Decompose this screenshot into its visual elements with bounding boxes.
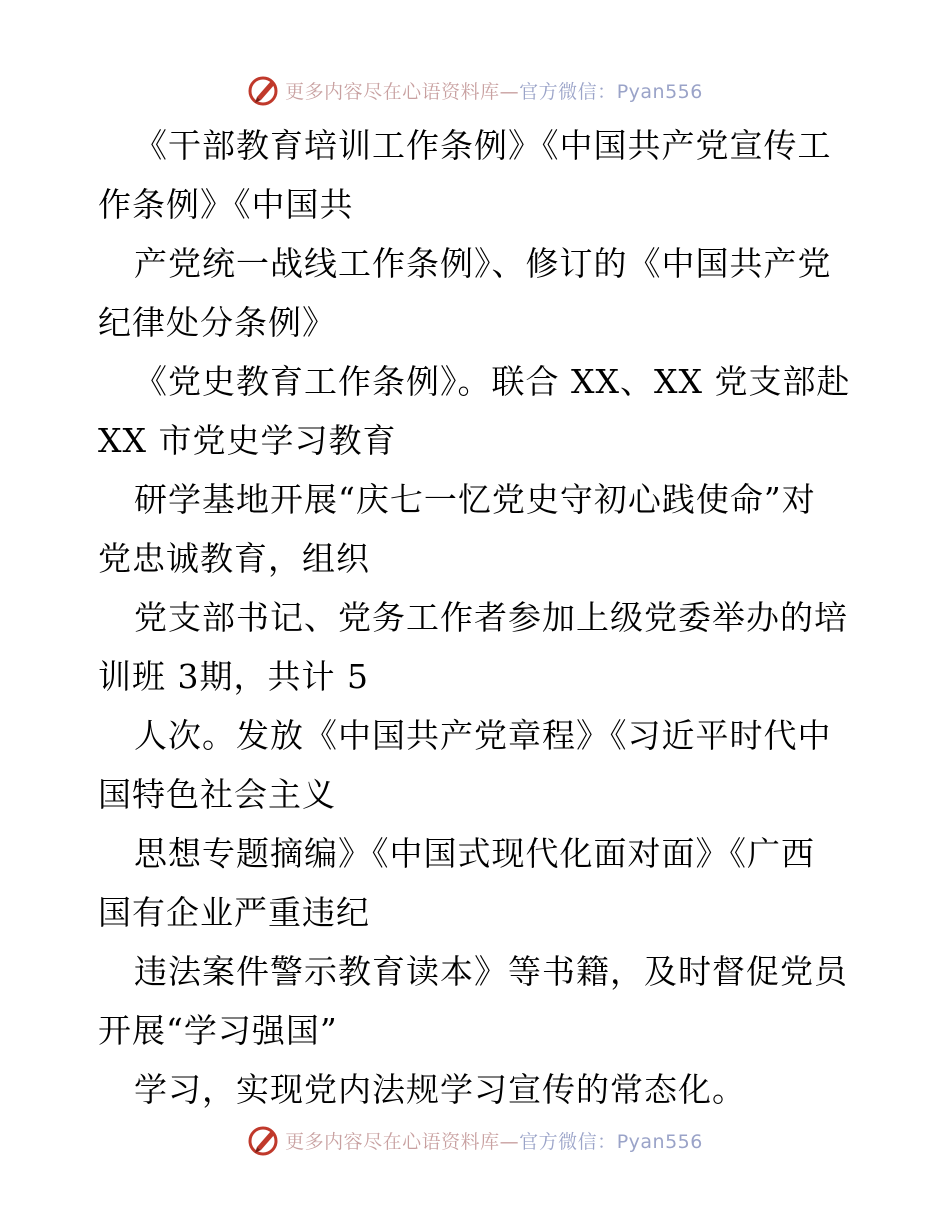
pen-logo-icon [247, 73, 281, 107]
text-line: 人次。发放《中国共产党章程》《习近平时代中 [134, 716, 832, 755]
text-line: 《党史教育工作条例》。联合 XX、XX 党支部赴 [134, 362, 851, 401]
banner-separator: — [499, 80, 520, 103]
text-line: XX 市党史学习教育 [98, 421, 397, 460]
banner-main: 更多内容尽在心语资料库 [285, 1130, 500, 1153]
text-line: 《干部教育培训工作条例》《中国共产党宣传工 [134, 126, 832, 165]
banner-text [285, 1127, 703, 1154]
banner-main: 更多内容尽在心语资料库 [285, 80, 500, 103]
text-line: 纪律处分条例》 [98, 303, 336, 342]
text-line: 国特色社会主义 [98, 775, 336, 814]
footer-banner [0, 1122, 950, 1158]
banner-wechat-label: 官方微信： [519, 80, 617, 103]
document-body [98, 116, 858, 1119]
text-line: 党支部书记、党务工作者参加上级党委举办的培 [134, 598, 848, 637]
text-line: 训班 3期，共计 5 [98, 657, 369, 696]
text-line: 作条例》《中国共 [98, 185, 354, 224]
text-line: 思想专题摘编》《中国式现代化面对面》《广西 [134, 834, 815, 873]
text-line: 违法案件警示教育读本》等书籍，及时督促党员 [134, 952, 848, 991]
text-line: 学习，实现党内法规学习宣传的常态化。 [134, 1070, 746, 1109]
banner-wechat-label: 官方微信： [519, 1130, 617, 1153]
text-line: 研学基地开展“庆七一忆党史守初心践使命”对 [134, 480, 816, 519]
pen-logo-icon [247, 1123, 281, 1157]
banner-text [285, 77, 703, 104]
text-line: 开展“学习强国” [98, 1011, 338, 1050]
text-line: 党忠诚教育，组织 [98, 539, 370, 578]
banner-separator: — [499, 1130, 520, 1153]
header-banner [0, 72, 950, 108]
banner-wechat-id: Pyan556 [616, 80, 703, 103]
banner-wechat-id: Pyan556 [616, 1130, 703, 1153]
text-line: 国有企业严重违纪 [98, 893, 370, 932]
text-line: 产党统一战线工作条例》、修订的《中国共产党 [134, 244, 832, 283]
